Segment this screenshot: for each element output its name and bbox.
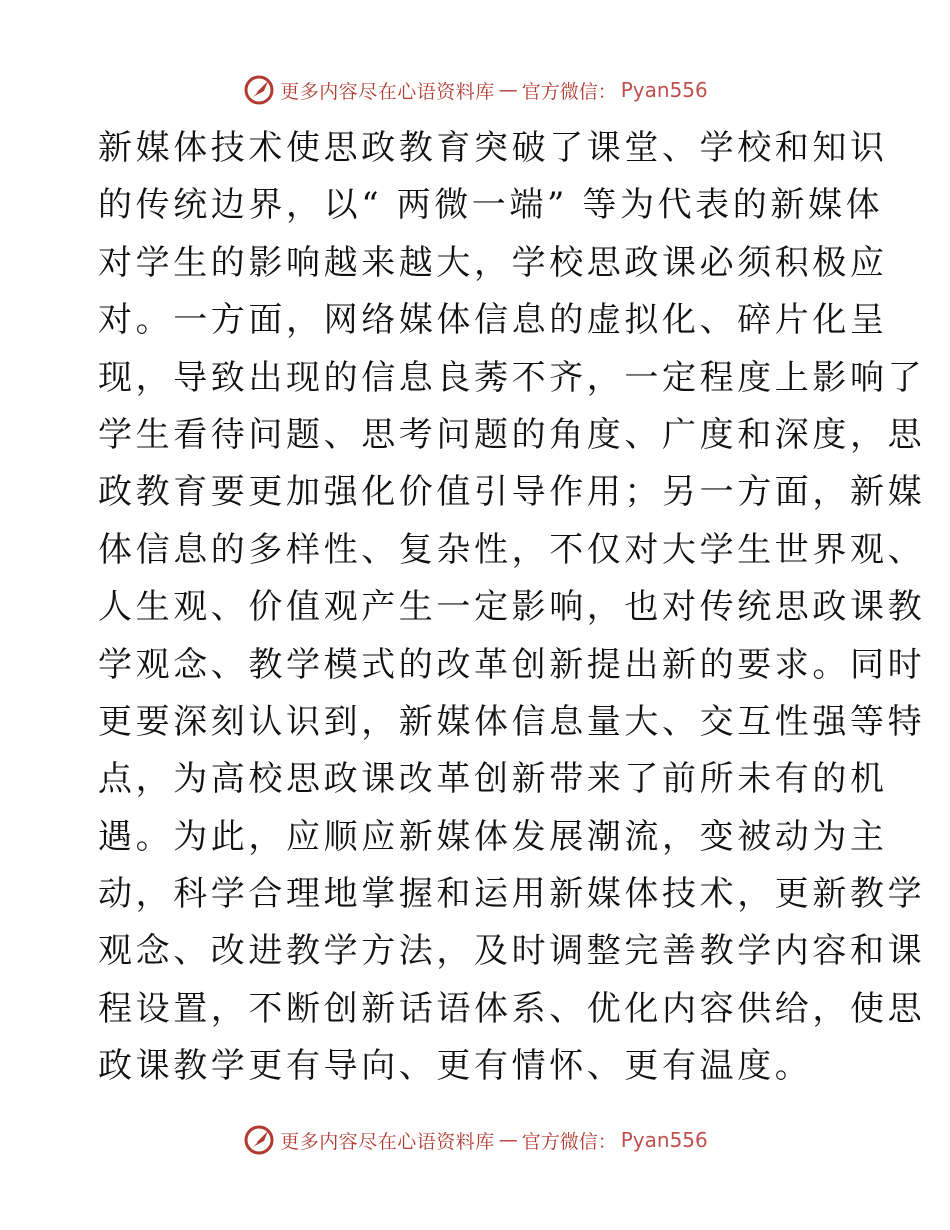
body-line: 政教育要更加强化价值引导作用；另一方面，新媒 <box>98 472 926 513</box>
body-line: 观念、改进教学方法，及时调整完善教学内容和课 <box>98 931 926 972</box>
quill-logo-icon <box>242 1123 276 1157</box>
body-line: 学观念、教学模式的改革创新提出新的要求。同时 <box>98 644 926 685</box>
footer-wechat-id: Pyan556 <box>620 1128 708 1152</box>
quill-logo-icon <box>242 73 276 107</box>
body-line: 动，科学合理地掌握和运用新媒体技术，更新教学 <box>98 874 926 915</box>
header-dash: — <box>498 79 518 101</box>
body-line: 点，为高校思政课改革创新带来了前所未有的机 <box>98 759 888 800</box>
body-line: 的传统边界，以“ 两微一端” 等为代表的新媒体 <box>98 185 884 226</box>
body-line: 程设置，不断创新话语体系、优化内容供给，使思 <box>98 988 926 1029</box>
body-line: 体信息的多样性、复杂性，不仅对大学生世界观、 <box>98 529 926 570</box>
footer-banner <box>0 1120 950 1160</box>
header-promo-text: 更多内容尽在心语资料库 <box>280 80 495 103</box>
body-line: 现，导致出现的信息良莠不齐，一定程度上影响了 <box>98 357 926 398</box>
footer-promo-text: 更多内容尽在心语资料库 <box>280 1130 495 1153</box>
body-line: 遇。为此，应顺应新媒体发展潮流，变被动为主 <box>98 816 888 857</box>
body-line: 人生观、价值观产生一定影响，也对传统思政课教 <box>98 587 926 628</box>
body-line: 对。一方面，网络媒体信息的虚拟化、碎片化呈 <box>98 300 888 341</box>
body-line: 新媒体技术使思政教育突破了课堂、学校和知识 <box>98 128 888 168</box>
header-banner <box>0 70 950 110</box>
body-line: 政课教学更有导向、更有情怀、更有温度。 <box>98 1046 813 1087</box>
footer-dash: — <box>498 1129 518 1151</box>
header-wechat-label: 官方微信： <box>521 80 617 103</box>
body-line: 学生看待问题、思考问题的角度、广度和深度，思 <box>98 414 926 455</box>
document-body <box>98 120 926 1096</box>
body-line: 对学生的影响越来越大，学校思政课必须积极应 <box>98 242 888 283</box>
footer-wechat-label: 官方微信： <box>521 1130 617 1153</box>
body-line: 更要深刻认识到，新媒体信息量大、交互性强等特 <box>98 701 926 742</box>
header-wechat-id: Pyan556 <box>620 78 708 102</box>
